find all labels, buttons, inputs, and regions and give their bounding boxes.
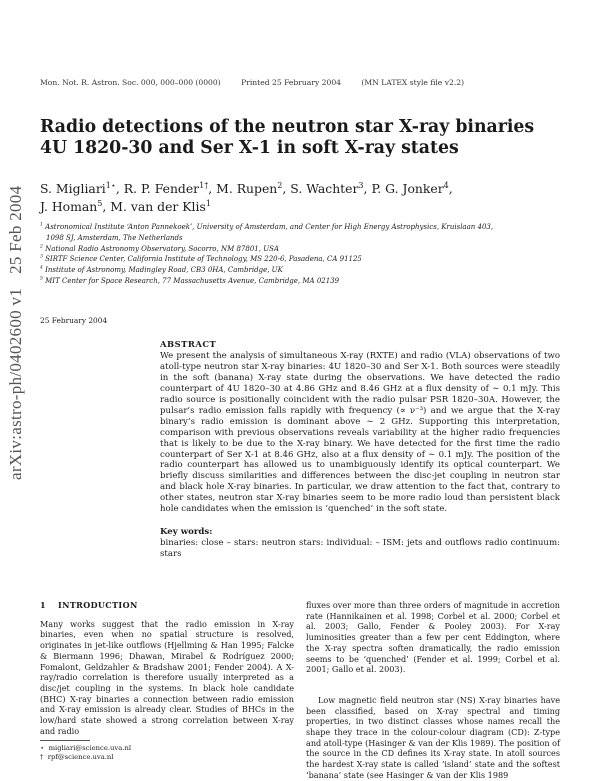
affiliation: $^3$ SIRTF Science Center, California Institute of Technology, MS 220-6, Pasadena, CA 91125 xyxy=(40,255,362,264)
body-paragraph: Many works suggest that the radio emission in X-ray binaries, even when no spatial structure is resolved, originates in jet-like outflows (Hjellming & Han 1995; Falcke & Biermann 1996; Dhawan, Mirabel & Rodríguez 2000; Fomalont, Geldzahler & Bradshaw 2001; Fender 2004). A X-ray/radio correlation is therefore usually interpreted as a disc/jet coupling in the systems. In black hole candidate (BHC) X-ray binaries a connection between radio emission and X-ray emission is already clear. Studies of BHCs in the low/hard state showed a strong correlation between X-ray and radio xyxy=(40,618,294,736)
author: J. Homan$^5$, xyxy=(40,198,111,214)
abstract-text: We present the analysis of simultaneous X-ray (RXTE) and radio (VLA) observations of two atoll-type neutron star X-ray binaries: 4U 1820–30 and Ser X-1. Both sources were steadily in the soft (banana) X-ray state during the observations. We have detected the radio counterpart of 4U 1820–30 at 4.86 GHz and 8.46 GHz at a flux density of ∼ 0.1 mJy. This radio source is positionally coincident with the radio pulsar PSR 1820–30A. However, the pulsar’s radio emission falls rapidly with frequency (∝ ν⁻³) and we argue that the X-ray binary’s radio emission is dominant above ∼ 2 GHz. Supporting this interpretation, comparison with previous observations reveals variability at the higher radio frequencies that is likely to be due to the X-ray binary. We have detected for the first time the radio counterpart of Ser X-1 at 8.46 GHz, also at a flux density of ∼ 0.1 mJy. The position of the radio counterpart has allowed us to unambiguously identify its optical counterpart. We briefly discuss similarities and differences between the disc-jet coupling in neutron star and black hole X-ray binaries. In particular, we draw attention to the fact that, contrary to other states, neutron star X-ray binaries seem to be more radio loud than persistent black hole candidates when the emission is ‘quenched’ in the soft state. xyxy=(160,350,560,515)
printed-date: Printed 25 February 2004 xyxy=(241,78,341,87)
author: M. van der Klis$^1$ xyxy=(110,198,211,214)
author: P. G. Jonker$^4$, xyxy=(371,180,453,196)
arxiv-identifier: arXiv:astro-ph/0402600 v125 Feb 2004 xyxy=(6,185,25,480)
journal-citation: Mon. Not. R. Astron. Soc. 000, 000–000 (0000) xyxy=(40,78,221,87)
right-column xyxy=(306,600,560,781)
author: S. Wachter$^3$, xyxy=(290,180,372,196)
body-paragraph: Low magnetic field neutron star (NS) X-ray binaries have been classified, based on X-ray spectral and timing properties, in two distinct classes whose names recall the shape they trace in the colour-colour diagram (CD): Z-type and atoll-type (Hasinger & van der Klis 1989). The position of the source in the CD defines its X-ray state. In atoll sources the hardest X-ray state is called ‘island’ state and the softest ‘banana’ state (see Hasinger & van der Klis 1989 xyxy=(306,694,560,780)
footnote: † rpf@science.uva.nl xyxy=(40,753,114,762)
author: R. P. Fender$^{1\dagger}$, xyxy=(123,180,217,196)
affiliation-list xyxy=(40,222,560,287)
author: M. Rupen$^2$, xyxy=(216,180,291,196)
abstract-heading: ABSTRACT xyxy=(160,339,217,349)
affiliation: $^2$ National Radio Astronomy Observatory, Socorro, NM 87801, USA xyxy=(40,244,279,253)
paper-title: Radio detections of the neutron star X-ray binaries 4U 1820-30 and Ser X-1 in soft X-ray states xyxy=(40,117,535,158)
affiliation: $^5$ MIT Center for Space Research, 77 Massachusetts Avenue, Cambridge, MA 02139 xyxy=(40,276,340,285)
affiliation: $^1$ Astronomical Institute ‘Anton Pannekoek’, University of Amsterdam, and Center for High Energy Astrophysics, Kruislaan 403, xyxy=(40,222,494,231)
section-title: INTRODUCTION xyxy=(57,600,138,610)
submission-date: 25 February 2004 xyxy=(40,316,108,325)
abstract-block xyxy=(160,339,560,560)
running-header xyxy=(40,78,482,87)
affiliation: $^4$ Institute of Astronomy, Madingley Road, CB3 0HA, Cambridge, UK xyxy=(40,265,283,275)
footnote-divider xyxy=(40,740,90,741)
body-paragraph: fluxes over more than three orders of magnitude in accretion rate (Hannikainen et al. 1998; Corbel et al. 2000; Corbel et al. 2003; Gallo, Fender & Pooley 2003). For X-ray luminosities greater than a few per cent Eddington, where the X-ray spectra soften dramatically, the radio emission seems to be ‘quenched’ (Fender et al. 1999; Corbel et al. 2001; Gallo et al. 2003). xyxy=(306,600,560,675)
style-file-note: (MN LATEX style file v2.2) xyxy=(361,78,465,87)
affiliation-continued: 1098 SJ, Amsterdam, The Netherlands xyxy=(46,233,183,242)
keywords-heading: Key words: xyxy=(160,527,213,538)
footnote: ⋆ migliari@science.uva.nl xyxy=(40,744,132,752)
keywords-text: binaries: close – stars: neutron stars: individual: – ISM: jets and outflows radio continuum: stars xyxy=(160,538,560,560)
author-list xyxy=(40,180,560,216)
section-heading xyxy=(40,600,294,611)
section-number: 1 xyxy=(40,600,46,610)
left-column xyxy=(40,600,294,736)
author: S. Migliari$^{1⋆}$, xyxy=(40,180,124,196)
footnotes xyxy=(40,744,131,763)
